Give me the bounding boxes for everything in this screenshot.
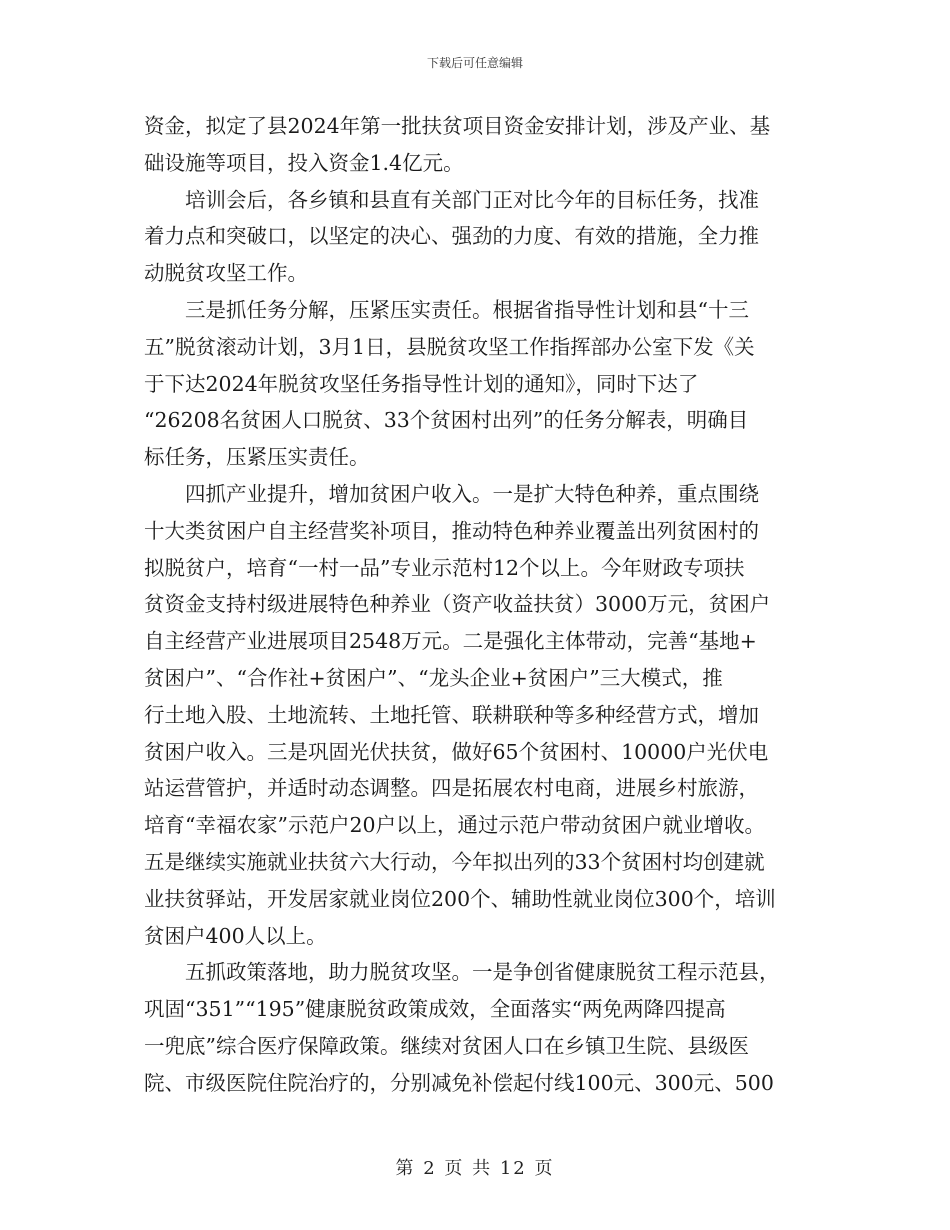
text-line: 资金，拟定了县2024年第一批扶贫项目资金安排计划，涉及产业、基	[144, 114, 771, 138]
text-line: 五是继续实施就业扶贫六大行动，今年拟出列的33个贫困村均创建就	[144, 849, 765, 874]
text-line: 自主经营产业进展项目2548万元。二是强化主体带动，完善“基地+	[144, 629, 757, 654]
text-line: 五抓政策落地，助力脱贫攻坚。一是争创省健康脱贫工程示范县，	[185, 960, 780, 985]
text-line: 巩固“351”“195”健康脱贫政策成效，全面落实“两免两降四提高	[144, 997, 726, 1022]
text-line: 础设施等项目，投入资金1.4亿元。	[144, 150, 464, 175]
page-header: 下载后可任意编辑	[426, 56, 523, 70]
text-line: 贫困户”、“合作社+贫困户”、“龙头企业+贫困户”三大模式，推	[144, 665, 723, 690]
document-body	[144, 108, 809, 1102]
page-footer-pagination: 第 2 页 共 12 页	[395, 1158, 555, 1179]
text-line: 贫资金支持村级进展特色种养业（资产收益扶贫）3000万元，贫困户	[144, 592, 771, 617]
text-line: 五”脱贫滚动计划，3月1日，县脱贫攻坚工作指挥部办公室下发《关	[144, 334, 755, 359]
text-line: 贫困户收入。三是巩固光伏扶贫，做好65个贫困村、10000户光伏电	[144, 739, 769, 764]
text-line: 拟脱贫户，培育“一村一品”专业示范村12个以上。今年财政专项扶	[144, 555, 745, 580]
text-line: 于下达2024年脱贫攻坚任务指导性计划的通知》，同时下达了	[144, 371, 699, 396]
text-line: 培育“幸福农家”示范户20户以上，通过示范户带动贫困户就业增收。	[144, 813, 766, 838]
text-line: 一兜底”综合医疗保障政策。继续对贫困人口在乡镇卫生院、县级医	[144, 1033, 749, 1058]
text-line: 四抓产业提升，增加贫困户收入。一是扩大特色种养，重点围绕	[185, 481, 759, 506]
text-line: 业扶贫驿站，开发居家就业岗位200个、辅助性就业岗位300个，培训	[144, 886, 776, 911]
text-line: 行土地入股、土地流转、土地托管、联耕联种等多种经营方式，增加	[144, 702, 759, 727]
text-line: 三是抓任务分解，压紧压实责任。根据省指导性计划和县“十三	[185, 297, 749, 322]
text-line: 十大类贫困户自主经营奖补项目，推动特色种养业覆盖出列贫困村的	[144, 518, 759, 543]
text-line: 贫困户400人以上。	[144, 923, 327, 948]
text-line: 着力点和突破口，以坚定的决心、强劲的力度、有效的措施，全力推	[144, 224, 759, 249]
text-line: 站运营管护，并适时动态调整。四是拓展农村电商，进展乡村旅游，	[144, 776, 759, 801]
text-line: 标任务，压紧压实责任。	[144, 445, 370, 470]
text-line: 院、市级医院住院治疗的，分别减免补偿起付线100元、300元、500	[144, 1070, 774, 1095]
text-line: 培训会后，各乡镇和县直有关部门正对比今年的目标任务，找准	[185, 187, 759, 212]
text-line: 动脱贫攻坚工作。	[144, 261, 308, 286]
text-line: “26208名贫困人口脱贫、33个贫困村出列”的任务分解表，明确目	[144, 408, 749, 433]
